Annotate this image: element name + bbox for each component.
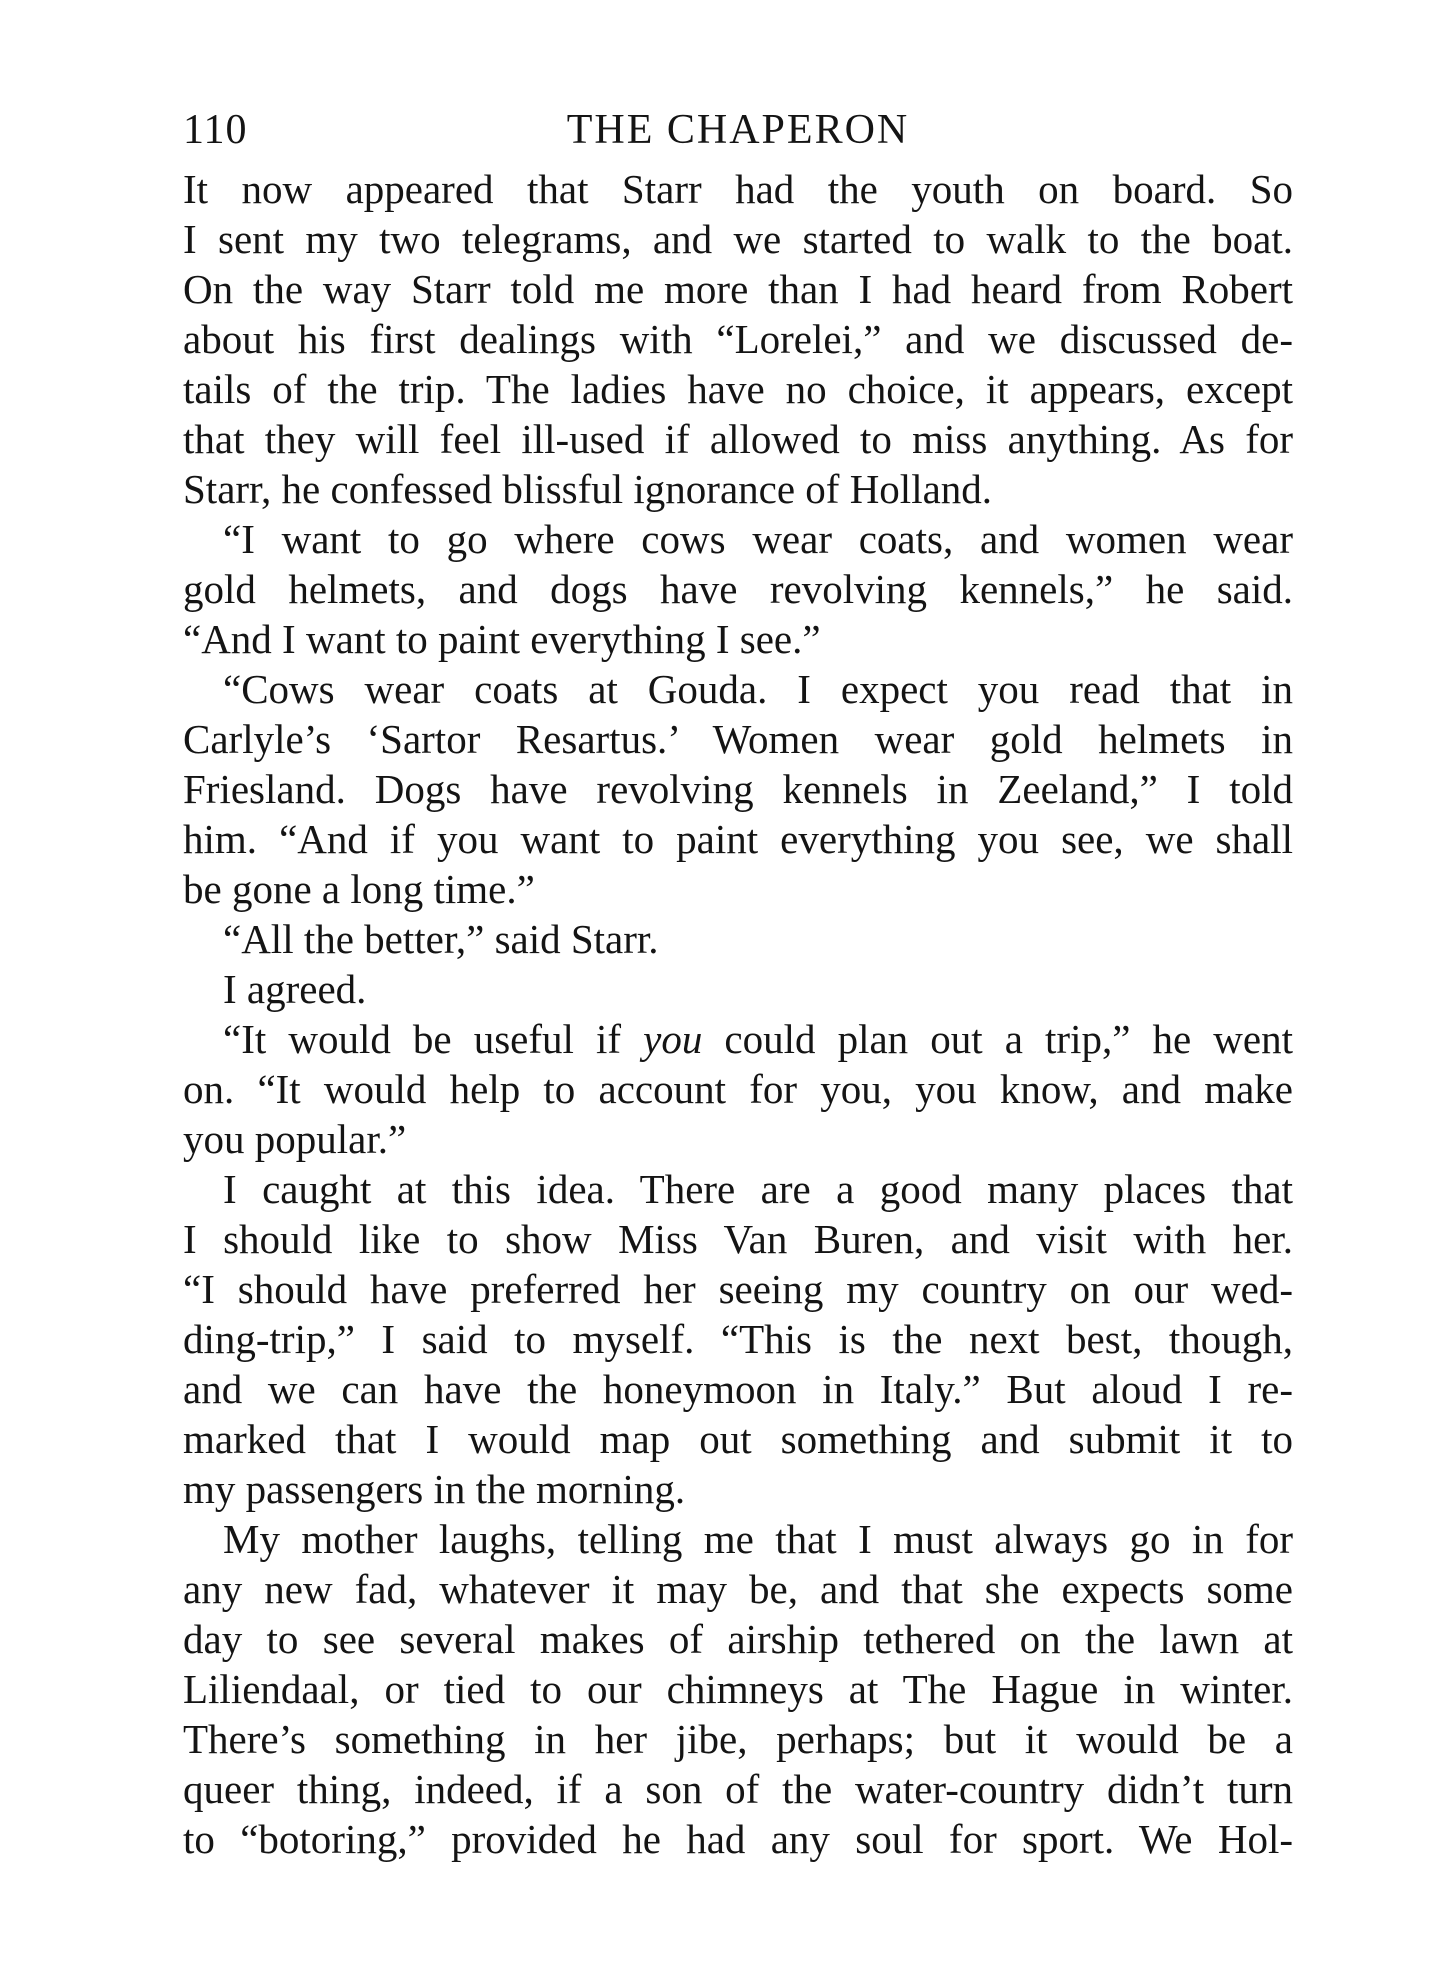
- text-line: and we can have the honeymoon in Italy.” But aloud I re-: [183, 1366, 1293, 1412]
- text-line: I caught at this idea. There are a good many places that: [223, 1166, 1293, 1212]
- text-line: Starr, he confessed blissful ignorance of Holland.: [183, 466, 993, 512]
- text-line: that they will feel ill-used if allowed to miss anything. As for: [183, 416, 1293, 462]
- page-header: [183, 102, 1293, 158]
- text-line: my passengers in the morning.: [183, 1466, 686, 1512]
- text-line: any new fad, whatever it may be, and that she expects some: [183, 1566, 1293, 1612]
- text-line: day to see several makes of airship tethered on the lawn at: [183, 1616, 1293, 1662]
- text-line: “And I want to paint everything I see.”: [183, 616, 821, 662]
- text-line: you popular.”: [183, 1116, 407, 1162]
- text-line: “I want to go where cows wear coats, and women wear: [223, 516, 1293, 562]
- text-line: ding-trip,” I said to myself. “This is the next best, though,: [183, 1316, 1293, 1362]
- text-line: him. “And if you want to paint everything you see, we shall: [183, 816, 1293, 862]
- text-line: Carlyle’s ‘Sartor Resartus.’ Women wear gold helmets in: [183, 716, 1293, 762]
- text-line: “I should have preferred her seeing my country on our wed-: [183, 1266, 1293, 1312]
- text-segment: “It would be useful if: [223, 1016, 644, 1062]
- text-line: gold helmets, and dogs have revolving kennels,” he said.: [183, 566, 1293, 612]
- text-line: about his first dealings with “Lorelei,” and we discussed de-: [183, 316, 1293, 362]
- text-line: I agreed.: [223, 966, 367, 1012]
- text-line: marked that I would map out something and submit it to: [183, 1416, 1293, 1462]
- text-line: My mother laughs, telling me that I must always go in for: [223, 1516, 1293, 1562]
- text-line: Friesland. Dogs have revolving kennels in Zeeland,” I told: [183, 766, 1293, 812]
- text-line: “All the better,” said Starr.: [223, 916, 659, 962]
- text-line: [183, 1014, 1293, 1064]
- running-title: THE CHAPERON: [566, 107, 910, 153]
- text-line: be gone a long time.”: [183, 866, 535, 912]
- text-line: to “botoring,” provided he had any soul for sport. We Hol-: [183, 1816, 1293, 1862]
- text-line: on. “It would help to account for you, you know, and make: [183, 1066, 1293, 1112]
- page-number: 110: [183, 107, 248, 153]
- text-segment: could plan out a trip,” he went: [702, 1016, 1293, 1062]
- text-line: There’s something in her jibe, perhaps; but it would be a: [183, 1716, 1293, 1762]
- body-text: [183, 164, 1293, 1864]
- text-line: tails of the trip. The ladies have no choice, it appears, except: [183, 366, 1293, 412]
- text-line: On the way Starr told me more than I had heard from Robert: [183, 266, 1293, 312]
- text-line: I sent my two telegrams, and we started to walk to the boat.: [183, 216, 1293, 262]
- text-line: Liliendaal, or tied to our chimneys at The Hague in winter.: [183, 1666, 1293, 1712]
- text-line: “Cows wear coats at Gouda. I expect you read that in: [223, 666, 1293, 712]
- text-line: It now appeared that Starr had the youth on board. So: [183, 166, 1293, 212]
- text-line: queer thing, indeed, if a son of the water-country didn’t turn: [183, 1766, 1293, 1812]
- text-line: I should like to show Miss Van Buren, and visit with her.: [183, 1216, 1293, 1262]
- emphasis-text: you: [643, 1016, 703, 1062]
